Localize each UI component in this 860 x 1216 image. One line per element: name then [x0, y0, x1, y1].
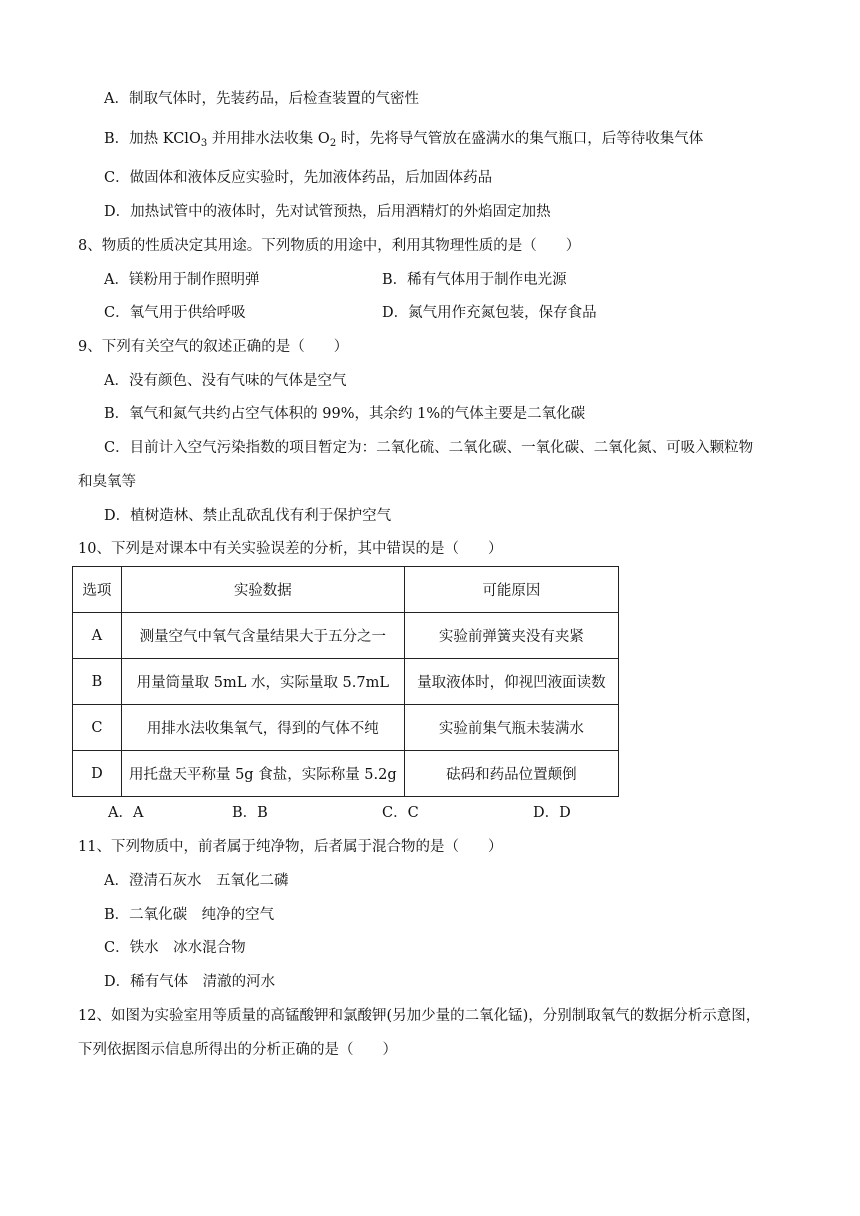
q10-option-c: C．C — [382, 805, 419, 821]
q7-option-b-pre: B．加热 KClO — [104, 131, 201, 147]
table-cell: A — [73, 613, 122, 659]
table-cell: 量取液体时，仰视凹液面读数 — [404, 659, 618, 705]
q7-option-a: A．制取气体时，先装药品，后检查装置的气密性 — [104, 91, 419, 107]
q8-option-d: D．氮气用作充氮包装，保存食品 — [382, 305, 597, 321]
table-cell: 实验前集气瓶未装满水 — [404, 705, 618, 751]
q8-option-c: C．氧气用于供给呼吸 — [104, 305, 246, 321]
q8-option-a: A．镁粉用于制作照明弹 — [104, 272, 260, 288]
table-cell: 用托盘天平称量 5g 食盐，实际称量 5.2g — [121, 751, 404, 797]
table-row — [73, 705, 619, 751]
q9-option-a: A．没有颜色、没有气味的气体是空气 — [104, 373, 347, 389]
q8-option-b: B．稀有气体用于制作电光源 — [382, 272, 567, 288]
table-row — [73, 659, 619, 705]
table-cell: 砝码和药品位置颠倒 — [404, 751, 618, 797]
q7-option-c: C．做固体和液体反应实验时，先加液体药品，后加固体药品 — [104, 170, 493, 186]
q10-stem: 10、下列是对课本中有关实验误差的分析，其中错误的是（ ） — [78, 541, 503, 557]
q10-option-a: A．A — [108, 805, 144, 821]
q9-option-c-line1: C．目前计入空气污染指数的项目暂定为：二氧化硫、二氧化碳、一氧化碳、二氧化氮、可吸入颗粒物 — [104, 440, 754, 456]
q9-option-b: B．氧气和氮气共约占空气体积的 99%，其余约 1%的气体主要是二氧化碳 — [104, 406, 586, 422]
table-header-cell: 选项 — [73, 567, 122, 613]
q7-option-b-mid: 并用排水法收集 O — [207, 131, 330, 147]
table-cell: 测量空气中氧气含量结果大于五分之一 — [121, 613, 404, 659]
q9-option-d: D．植树造林、禁止乱砍乱伐有利于保护空气 — [104, 508, 392, 524]
q11-option-b: B．二氧化碳 纯净的空气 — [104, 907, 275, 923]
table-row — [73, 751, 619, 797]
q7-option-b-post: 时，先将导气管放在盛满水的集气瓶口，后等待收集气体 — [336, 131, 704, 147]
table-cell: C — [73, 705, 122, 751]
q7-option-b-sub2: 2 — [329, 138, 337, 149]
table-header-cell: 可能原因 — [404, 567, 618, 613]
q7-option-b — [104, 129, 703, 149]
table-cell: B — [73, 659, 122, 705]
q8-stem: 8、物质的性质决定其用途。下列物质的用途中，利用其物理性质的是（ ） — [78, 238, 581, 254]
q11-option-d: D．稀有气体 清澈的河水 — [104, 974, 276, 990]
q11-stem: 11、下列物质中，前者属于纯净物，后者属于混合物的是（ ） — [78, 839, 503, 855]
q9-option-c-line2: 和臭氧等 — [78, 474, 136, 490]
q12-stem-line2: 下列依据图示信息所得出的分析正确的是（ ） — [78, 1042, 397, 1058]
table-cell: 用排水法收集氧气，得到的气体不纯 — [121, 705, 404, 751]
table-cell: 实验前弹簧夹没有夹紧 — [404, 613, 618, 659]
table-header-row — [73, 567, 619, 613]
q10-table — [72, 566, 619, 797]
q10-option-b: B．B — [232, 805, 268, 821]
q11-option-c: C．铁水 冰水混合物 — [104, 940, 246, 956]
table-row — [73, 613, 619, 659]
table-cell: D — [73, 751, 122, 797]
q10-option-d: D．D — [533, 805, 571, 821]
table-cell: 用量筒量取 5mL 水，实际量取 5.7mL — [121, 659, 404, 705]
q7-option-d: D．加热试管中的液体时，先对试管预热，后用酒精灯的外焰固定加热 — [104, 204, 551, 220]
q7-option-b-sub1: 3 — [200, 138, 208, 149]
q12-stem-line1: 12、如图为实验室用等质量的高锰酸钾和氯酸钾(另加少量的二氧化锰)，分别制取氧气的数据分析示意图， — [78, 1008, 761, 1024]
q11-option-a: A．澄清石灰水 五氧化二磷 — [104, 873, 289, 889]
table-header-cell: 实验数据 — [121, 567, 404, 613]
q9-stem: 9、下列有关空气的叙述正确的是（ ） — [78, 339, 349, 355]
